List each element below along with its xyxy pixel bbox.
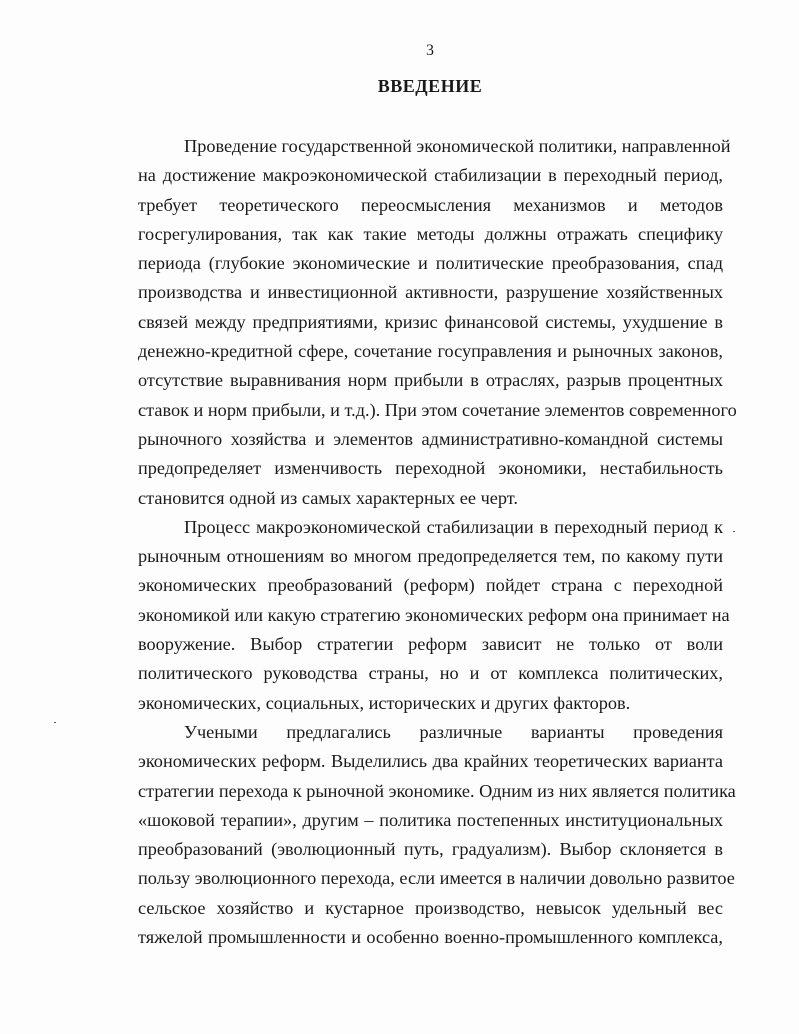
scan-speck	[54, 722, 56, 723]
paragraph-1-line: предопределяет изменчивость переходной экономики, нестабильность	[138, 458, 723, 479]
paragraph-1-line: становится одной из самых характерных ее черт.	[138, 487, 518, 508]
paragraph-1-line: денежно-кредитной сфере, сочетание госуправления и рыночных законов,	[138, 341, 723, 362]
paragraph-3-line: сельское хозяйство и кустарное производство, невысок удельный вес	[138, 897, 723, 918]
paragraph-2-line: экономических, социальных, исторических и других факторов.	[138, 692, 631, 713]
scan-speck	[733, 531, 735, 532]
paragraph-1-line: госрегулирования, так как такие методы должны отражать специфику	[138, 223, 723, 244]
paragraph-1-line: рыночного хозяйства и элементов административно-командной системы	[138, 428, 723, 449]
paragraph-2-line: экономикой или какую стратегию экономических реформ она принимает на	[138, 604, 730, 625]
section-heading: ВВЕДЕНИЕ	[377, 76, 483, 96]
paragraph-1-line: производства и инвестиционной активности, разрушение хозяйственных	[138, 282, 723, 303]
paragraph-2-line: Процесс макроэкономической стабилизации в переходный период к	[184, 516, 723, 537]
paragraph-1-line: Проведение государственной экономической политики, направленной	[184, 136, 731, 156]
paragraph-2-line: экономических преобразований (реформ) пойдет страна с переходной	[138, 575, 723, 596]
paragraph-2-line: политического руководства страны, но и от комплекса политических,	[138, 663, 723, 684]
paragraph-3-line: пользу эволюционного перехода, если имеется в наличии довольно развитое	[138, 868, 735, 889]
paragraph-3-line: Учеными предлагались различные варианты проведения	[184, 721, 723, 742]
paragraph-1-line: связей между предприятиями, кризис финансовой системы, ухудшение в	[138, 311, 723, 332]
paragraph-3-line: тяжелой промышленности и особенно военно-промышленного комплекса,	[138, 927, 723, 948]
paragraph-1-line: отсутствие выравнивания норм прибыли в отраслях, разрыв процентных	[138, 370, 723, 391]
body-text	[138, 132, 737, 952]
page-number: 3	[426, 42, 434, 59]
paragraph-2-line: рыночным отношениям во многом предопределяется тем, по какому пути	[138, 546, 723, 567]
paragraph-3-line: стратегии перехода к рыночной экономике. Одним из них является политика	[138, 780, 736, 801]
paragraph-3-line: преобразований (эволюционный путь, градуализм). Выбор склоняется в	[138, 839, 723, 860]
paragraph-3-line: «шоковой терапии», другим – политика постепенных институциональных	[138, 809, 723, 830]
paragraph-1-line: требует теоретического переосмысления механизмов и методов	[138, 194, 723, 215]
paragraph-1-line: на достижение макроэкономической стабилизации в переходный период,	[138, 165, 723, 186]
paragraph-3-line: экономических реформ. Выделились два крайних теоретических варианта	[138, 751, 723, 772]
paragraph-2-line: вооружение. Выбор стратегии реформ зависит не только от воли	[138, 634, 723, 655]
paragraph-1-line: ставок и норм прибыли, и т.д.). При этом сочетание элементов современного	[138, 399, 737, 420]
paragraph-1-line: периода (глубокие экономические и политические преобразования, спад	[138, 253, 723, 274]
